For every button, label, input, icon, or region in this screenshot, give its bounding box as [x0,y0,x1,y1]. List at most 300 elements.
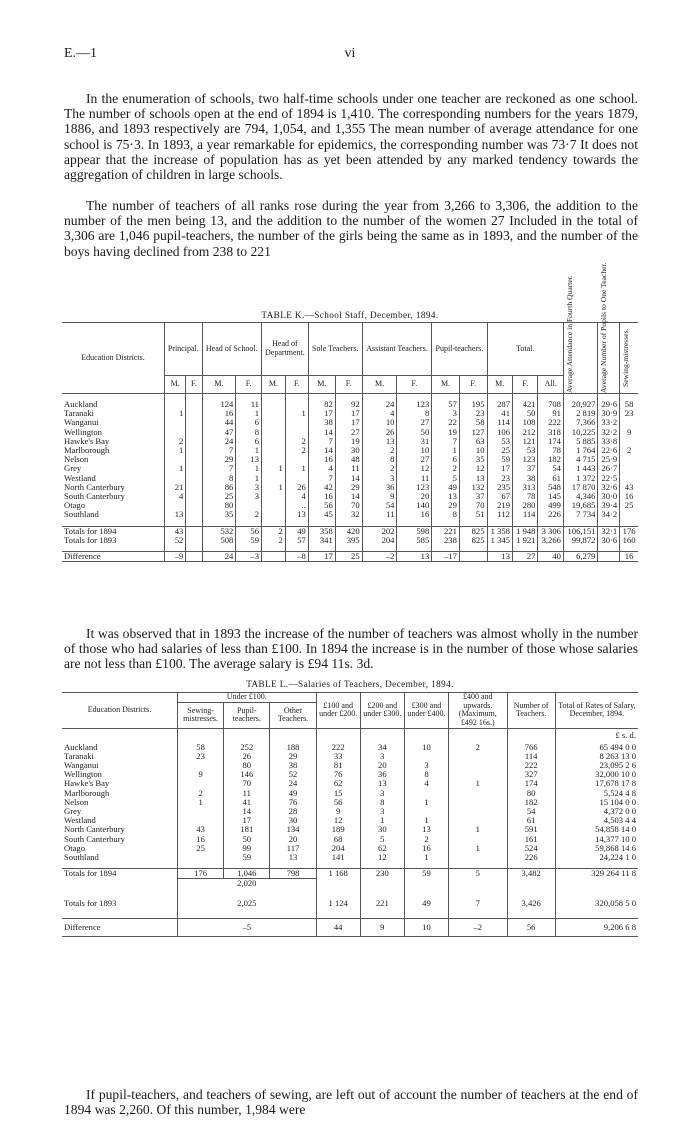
cell-n: 182 [507,798,555,807]
cell-ta: 3 306 [538,526,563,536]
cell-avg: 30·9 [598,409,620,418]
cell-n: 3,482 [507,869,555,879]
paragraph-closing: If pupil-teachers, and teachers of sewing, are left out of account the number of teachers at the end of 1894 was 2,260. Of this number, 1,984 were [64,1087,638,1118]
cell-hm: 86 [202,483,236,492]
cell-hm: 16 [202,409,236,418]
cell-d: North Canterbury [62,483,165,492]
cell-att: 4 715 [563,455,597,464]
cell-t: 9,206 6 8 [555,918,638,936]
th-f: F. [236,376,262,394]
cell-sew: 1 [178,798,224,807]
cell-b: 5 [360,835,404,844]
cell-hf: 3 [236,492,262,501]
cell-c: 1 [404,798,448,807]
totals-row [62,552,638,562]
cell-d: Westland [62,474,165,483]
cell-n: 161 [507,835,555,844]
cell-d: Wanganui [62,418,165,427]
cell-e [449,807,508,816]
cell-b: 30 [360,825,404,834]
cell-pf [186,428,202,437]
cell-n: 591 [507,825,555,834]
cell-e [449,798,508,807]
cell-c: 10 [404,743,448,752]
cell-dm [261,501,285,510]
cell-t: 4,503 4 4 [603,815,636,826]
cell-oth: 798 [270,869,316,879]
cell-e: 1 [449,844,508,853]
cell-af: 12 [397,464,432,473]
cell-tm: 59 [487,455,512,464]
cell-d: Totals for 1893 [62,889,178,919]
cell-hm: 532 [202,526,236,536]
cell-n: 327 [507,770,555,779]
cell-df: –8 [285,552,308,562]
cell-pf [186,510,202,519]
cell-um: 22 [432,418,460,427]
cell-am: 13 [362,437,397,446]
cell-sm: 42 [308,483,335,492]
cell-b: 9 [360,918,404,936]
cell-att: 1 764 [563,446,597,455]
cell-tm: 67 [487,492,512,501]
cell-c: 59 [404,869,448,879]
table-row [62,816,638,825]
cell-am: 8 [362,455,397,464]
cell-sm: 16 [308,492,335,501]
cell-sew: 2 [626,445,632,456]
cell-c: 49 [404,889,448,919]
cell-oth: 28 [270,807,316,816]
brace-total: 2,020 [178,879,317,889]
cell-sew [620,455,638,464]
table-row [62,798,638,807]
cell-a: 222 [316,743,360,752]
cell-pup: 70 [224,779,270,788]
cell-d: Grey [62,464,165,473]
cell-pup: 26 [224,752,270,761]
cell-sf: 14 [335,492,362,501]
th-avg-pupils: Average Number of Pupils to One Teacher. [599,262,609,393]
cell-n: 80 [507,789,555,798]
cell-t: 59,868 14 6 [595,842,636,853]
cell-t: 4,372 0 0 [603,806,636,817]
cell-ta: 708 [538,400,563,409]
th-sewing: Sewing-mistresses. [178,702,224,728]
cell-sew: 9 [178,770,224,779]
th-400-up: £400 and upwards. (Maximum, £492 16s.) [449,693,508,729]
cell-pf [186,409,202,418]
cell-att: 20,927 [563,400,597,409]
cell-d: Totals for 1893 [62,536,165,545]
cell-b: 3 [360,789,404,798]
cell-hm: 508 [202,536,236,545]
cell-d: Difference [62,918,178,936]
th-100-200: £100 and under £200. [316,693,360,729]
cell-t: 23,095 2 6 [599,760,636,770]
cell-oth: 13 [270,853,316,862]
cell-a: 189 [316,825,360,834]
cell-am: 54 [362,501,397,510]
cell-att: 4,346 [563,492,597,501]
cell-pf [186,492,202,501]
cell-tf: 108 [512,418,537,427]
cell-sm: 4 [308,464,335,473]
cell-sf: 420 [335,526,362,536]
cell-n: 114 [507,752,555,761]
cell-oth: 29 [270,752,316,761]
cell-tm: 219 [487,501,512,510]
table-l-caption: TABLE L.—Salaries of Teachers, December, 1894. [246,679,454,689]
cell-d: Wanganui [62,761,178,770]
cell-sf: 395 [335,536,362,545]
cell-hm: 35 [202,510,236,519]
cell-ta: 54 [538,464,563,473]
cell-a: 15 [316,789,360,798]
cell-pf [186,483,202,492]
cell-um: 7 [432,437,460,446]
cell-tf: 421 [512,400,537,409]
cell-n: 61 [507,816,555,825]
cell-um: 49 [432,483,460,492]
cell-avg: 30·6 [598,536,620,545]
cell-pf [186,437,202,446]
cell-c: 13 [404,825,448,834]
cell-n: 226 [507,853,555,862]
cell-sew: 9 [626,426,632,437]
cell-pup: 50 [224,835,270,844]
cell-um: 8 [432,510,460,519]
cell-um: 1 [432,446,460,455]
cell-dm [261,418,285,427]
cell-a: 33 [316,752,360,761]
cell-dm: 1 [261,483,285,492]
th-200-300: £200 and under £300. [360,693,404,729]
th-pupil: Pupil-teachers. [432,323,487,376]
table-row [62,743,638,752]
cell-am: 204 [362,536,397,545]
cell-df: 2 [285,446,308,455]
cell-sf: 48 [335,455,362,464]
cell-tm: 25 [487,446,512,455]
cell-af: 20 [397,492,432,501]
cell-n: 174 [507,779,555,788]
th-avg-attendance: Average Attendance in Fourth Quarter. [564,275,574,393]
cell-avg: 25·9 [598,455,620,464]
th-district: Education Districts. [62,323,165,394]
cell-hm: 7 [202,446,236,455]
cell-pup: 1,046 [224,869,270,879]
cell-hf: 1 [236,464,262,473]
cell-um: 6 [432,455,460,464]
cell-sew: 16 [624,491,634,502]
paragraph-salaries: It was observed that in 1893 the increase of the number of teachers was almost wholly in the number of those who had salaries of less than £100. In 1894 the increase is in the number of those whose salaries are not less than £100. The average salary is £94 11s. 3d. [64,626,638,672]
cell-hm: 44 [202,418,236,427]
cell-ta: 174 [538,437,563,446]
cell-ta: 182 [538,455,563,464]
cell-oth: 49 [270,789,316,798]
cell-sm: 45 [308,510,335,519]
cell-hf: 1 [236,474,262,483]
cell-um: 221 [432,526,460,536]
cell-tm: 106 [487,428,512,437]
cell-hf: 1 [236,409,262,418]
cell-sew: 25 [624,500,634,511]
cell-c: 2 [404,835,448,844]
cell-uf: 35 [459,455,487,464]
cell-pm: 1 [165,464,186,473]
cell-d: South Canterbury [62,492,165,501]
cell-t: 8 263 13 0 [599,750,636,761]
cell-dm [261,400,285,409]
cell-df: .. [285,501,308,510]
th-sole: Sole Teachers. [308,323,362,376]
cell-d: Hawke's Bay [62,779,178,788]
cell-att: 7 734 [563,510,597,519]
th-under-100: Under £100. [178,693,317,703]
cell-hf: 6 [236,418,262,427]
cell-uf: 37 [459,492,487,501]
cell-n: 766 [507,743,555,752]
cell-avg: 29·6 [598,400,620,409]
cell-uf: 63 [459,437,487,446]
lsd-label: £ s. d. [615,729,636,740]
table-row [62,761,638,770]
cell-hf: 3 [236,483,262,492]
cell-tm: 17 [487,464,512,473]
cell-n: 54 [507,807,555,816]
cell-c: 4 [404,779,448,788]
cell-b: 62 [360,844,404,853]
cell-a: 1 168 [316,869,360,879]
cell-dm: 1 [261,464,285,473]
cell-sm: 7 [308,474,335,483]
cell-oth: 24 [270,779,316,788]
cell-t: 65 494 0 0 [599,741,636,752]
th-m: M. [362,376,397,394]
cell-df: 49 [285,526,308,536]
cell-sf: 17 [335,418,362,427]
th-f: F. [512,376,537,394]
cell-sm: 56 [308,501,335,510]
cell-tf: 121 [512,437,537,446]
cell-avg: 33·8 [598,437,620,446]
cell-under: 2,025 [178,889,317,919]
cell-a: 12 [316,816,360,825]
cell-e [449,761,508,770]
cell-hm: 80 [202,501,236,510]
cell-c: 16 [404,844,448,853]
cell-tm: 114 [487,418,512,427]
table-l [62,692,638,937]
cell-tm: 235 [487,483,512,492]
cell-n: 524 [507,844,555,853]
cell-sf: 17 [335,409,362,418]
cell-tm: 1 345 [487,536,512,545]
th-other: Other Teachers. [270,702,316,728]
cell-pm: –9 [165,552,186,562]
th-f: F. [397,376,432,394]
paragraph-teachers: The number of teachers of all ranks rose during the year from 3,266 to 3,306, the addition to the number of the men being 13, and the addition to the number of the women 27 Included in the total of 3,306 are 1,046 pupil-teachers, the number of the girls being the same as in 1893, and the number of the boys having declined from 238 to 221 [64,198,638,259]
cell-att: 10,225 [563,428,597,437]
cell-af: 123 [397,400,432,409]
cell-b: 230 [360,869,404,879]
cell-sf: 30 [335,446,362,455]
cell-sew: 160 [622,534,636,545]
cell-uf [459,552,487,562]
cell-sew: 16 [620,552,638,562]
cell-ta: 226 [538,510,563,519]
cell-df: 4 [285,492,308,501]
cell-att: 1 443 [563,464,597,473]
th-m: M. [202,376,236,394]
cell-e [449,853,508,862]
cell-df: 13 [285,510,308,519]
cell-d: Totals for 1894 [62,869,178,879]
cell-uf: 825 [459,526,487,536]
cell-sew [620,464,638,473]
cell-tm: 23 [487,474,512,483]
cell-um: 3 [432,409,460,418]
cell-oth: 20 [270,835,316,844]
cell-um: 29 [432,501,460,510]
cell-tf: 53 [512,446,537,455]
cell-sew: 16 [178,835,224,844]
cell-e: 7 [449,889,508,919]
cell-hf: 1 [236,446,262,455]
cell-avg: 32·2 [598,428,620,437]
cell-pm: 2 [165,437,186,446]
cell-att: 7,366 [563,418,597,427]
cell-t: 54,858 14 0 [595,824,636,835]
cell-a: 44 [316,918,360,936]
cell-tf: 38 [512,474,537,483]
cell-am: 4 [362,409,397,418]
cell-sf: 25 [335,552,362,562]
cell-oth: 52 [270,770,316,779]
cell-sew: 23 [624,408,634,419]
cell-tf: 123 [512,455,537,464]
cell-d: South Canterbury [62,835,178,844]
cell-t: 320,058 5 0 [595,897,636,908]
cell-am: 2 [362,464,397,473]
cell-af: 123 [397,483,432,492]
paragraph-schools: In the enumeration of schools, two half-time schools under one teacher are reckoned as one school. The number of schools open at the end of 1894 is 1,410. The corresponding numbers for the years 1879, 1886, and 1893 respectively are 794, 1,054, and 1,355 The mean number of average attendance for one school is 75·3. In 1893, a year remarkable for epidemics, the corresponding number was 73·7 It does not appear that the increase of population has as yet been attended by any marked tendency towards the aggregation of children in large schools. [64,91,638,183]
cell-b: 3 [360,807,404,816]
cell-af: 31 [397,437,432,446]
cell-avg: 34·2 [598,510,620,519]
cell-sf: 32 [335,510,362,519]
cell-sm: 38 [308,418,335,427]
cell-pup: 99 [224,844,270,853]
cell-uf: 58 [459,418,487,427]
cell-uf: 70 [459,501,487,510]
cell-am: 36 [362,483,397,492]
cell-e: 5 [449,869,508,879]
cell-a: 9 [316,807,360,816]
cell-tf: 114 [512,510,537,519]
th-assistant: Assistant Teachers. [362,323,432,376]
cell-d: Westland [62,816,178,825]
cell-oth: 38 [270,761,316,770]
cell-hm: 47 [202,428,236,437]
cell-tf: 50 [512,409,537,418]
cell-hf: 56 [236,526,262,536]
cell-att: 17 870 [563,483,597,492]
cell-att: 19,685 [563,501,597,510]
cell-sf: 70 [335,501,362,510]
cell-sm: 17 [308,409,335,418]
cell-hm: 25 [202,492,236,501]
cell-d: Southland [62,853,178,862]
cell-att: 2 819 [563,409,597,418]
cell-oth: 188 [270,743,316,752]
cell-pf [186,501,202,510]
cell-hm: 24 [202,552,236,562]
cell-af: 27 [397,455,432,464]
cell-avg: 32·1 [598,526,620,536]
th-300-400: £300 and under £400. [404,693,448,729]
cell-uf: 132 [459,483,487,492]
cell-d: Totals for 1894 [62,526,165,536]
cell-dm [261,510,285,519]
page-number: vi [344,46,356,61]
cell-b: 3 [360,752,404,761]
cell-pf [186,400,202,409]
cell-t: 14,377 10 0 [595,833,636,844]
difference-row [62,918,638,936]
cell-uf: 10 [459,446,487,455]
cell-sf: 19 [335,437,362,446]
cell-att: 5 885 [563,437,597,446]
cell-af: 598 [397,526,432,536]
cell-sm: 358 [308,526,335,536]
cell-oth: 30 [270,816,316,825]
cell-pup: 11 [224,789,270,798]
cell-pm [165,418,186,427]
cell-dm [261,437,285,446]
cell-sew: 58 [178,743,224,752]
cell-b: 1 [360,816,404,825]
th-f: F. [186,376,202,394]
cell-hf: 13 [236,455,262,464]
cell-t: 15 104 0 0 [599,796,636,807]
cell-e [449,752,508,761]
cell-sm: 14 [308,428,335,437]
cell-dm: 2 [261,526,285,536]
cell-att: 1 372 [563,474,597,483]
table-row [62,807,638,816]
cell-d: Taranaki [62,409,165,418]
cell-pf [186,526,202,536]
cell-pup: 252 [224,743,270,752]
cell-sm: 82 [308,400,335,409]
cell-uf: 51 [459,510,487,519]
cell-uf: 127 [459,428,487,437]
cell-t: 32,000 10 0 [595,769,636,780]
cell-af: 585 [397,536,432,545]
cell-am: 10 [362,418,397,427]
cell-d: Nelson [62,798,178,807]
cell-tf: 313 [512,483,537,492]
cell-a: 68 [316,835,360,844]
cell-ta: 499 [538,501,563,510]
cell-um: 238 [432,536,460,545]
cell-tm: 13 [487,552,512,562]
totals-row [62,536,638,545]
cell-tf: 212 [512,428,537,437]
cell-a: 76 [316,770,360,779]
